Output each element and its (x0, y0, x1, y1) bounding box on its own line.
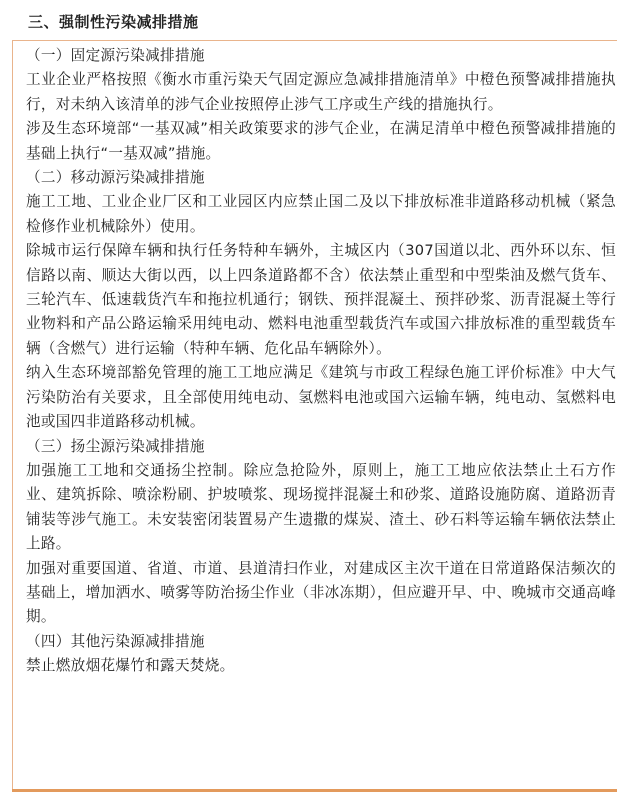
paragraph-fireworks-ban: 禁止燃放烟花爆竹和露天焚烧。 (26, 657, 235, 675)
paragraph-construction-dust-control: 加强施工工地和交通扬尘控制。除应急抢险外，原则上，施工工地应依法禁止土石方作业、建筑拆除、喷涂粉刷、护坡喷浆、现场搅拌混凝土和砂浆、道路设施防腐、道路沥青铺装等涉气施工。未安装密闭装置易产生遗撒的煤炭、渣土、砂石料等运输车辆依法禁止上路。 (26, 461, 616, 553)
subheading-other-sources: （四）其他污染源减排措施 (26, 632, 205, 650)
section-title: 三、强制性污染减排措施 (28, 13, 199, 31)
section-bottom-rule (12, 789, 617, 792)
subheading-fixed-source: （一）固定源污染减排措施 (26, 47, 205, 64)
paragraph-one-base-two-reductions: 涉及生态环境部“一基双减”相关政策要求的涉气企业，在满足清单中橙色预警减排措施的基础上执行“一基双减”措施。 (26, 120, 616, 162)
subheading-mobile-source: （二）移动源污染减排措施 (26, 169, 205, 187)
section-left-rule (12, 40, 13, 790)
subheading-dust-source: （三）扬尘源污染减排措施 (26, 437, 205, 455)
paragraph-road-cleaning: 加强对重要国道、省道、市道、县道清扫作业，对建成区主次干道在日常道路保洁频次的基础上，增加洒水、喷雾等防治扬尘作业（非冰冻期），但应避开早、中、晚城市交通高峰期。 (26, 559, 616, 626)
paragraph-urban-traffic-restrictions: 除城市运行保障车辆和执行任务特种车辆外，主城区内（307国道以北、西外环以东、恒信路以南、顺达大街以西，以上四条道路都不含）依法禁止重型和中型柴油及燃气货车、三轮汽车、低速载货汽车和拖拉机通行；钢铁、预拌混凝土、预拌砂浆、沥青混凝土等行业物料和产品公路运输采用纯电动、燃料电池重型载货汽车或国六排放标准的重型载货车辆（含燃气）进行运输（特种车辆、危化品车辆除外）。 (26, 242, 616, 357)
paragraph-exempt-construction-sites: 纳入生态环境部豁免管理的施工工地应满足《建筑与市政工程绿色施工评价标准》中大气污染防治有关要求，且全部使用纯电动、氢燃料电池或国六运输车辆，纯电动、氢燃料电池或国四非道路移动机械。 (26, 364, 616, 431)
paragraph-industrial-enterprises: 工业企业严格按照《衡水市重污染天气固定源应急减排措施清单》中橙色预警减排措施执行，对未纳入该清单的涉气企业按照停止涉气工序或生产线的措施执行。 (26, 71, 616, 113)
section-top-rule (12, 40, 617, 41)
paragraph-non-road-machinery: 施工工地、工业企业厂区和工业园区内应禁止国二及以下排放标准非道路移动机械（紧急检修作业机械除外）使用。 (26, 193, 616, 235)
section-body (26, 44, 616, 679)
